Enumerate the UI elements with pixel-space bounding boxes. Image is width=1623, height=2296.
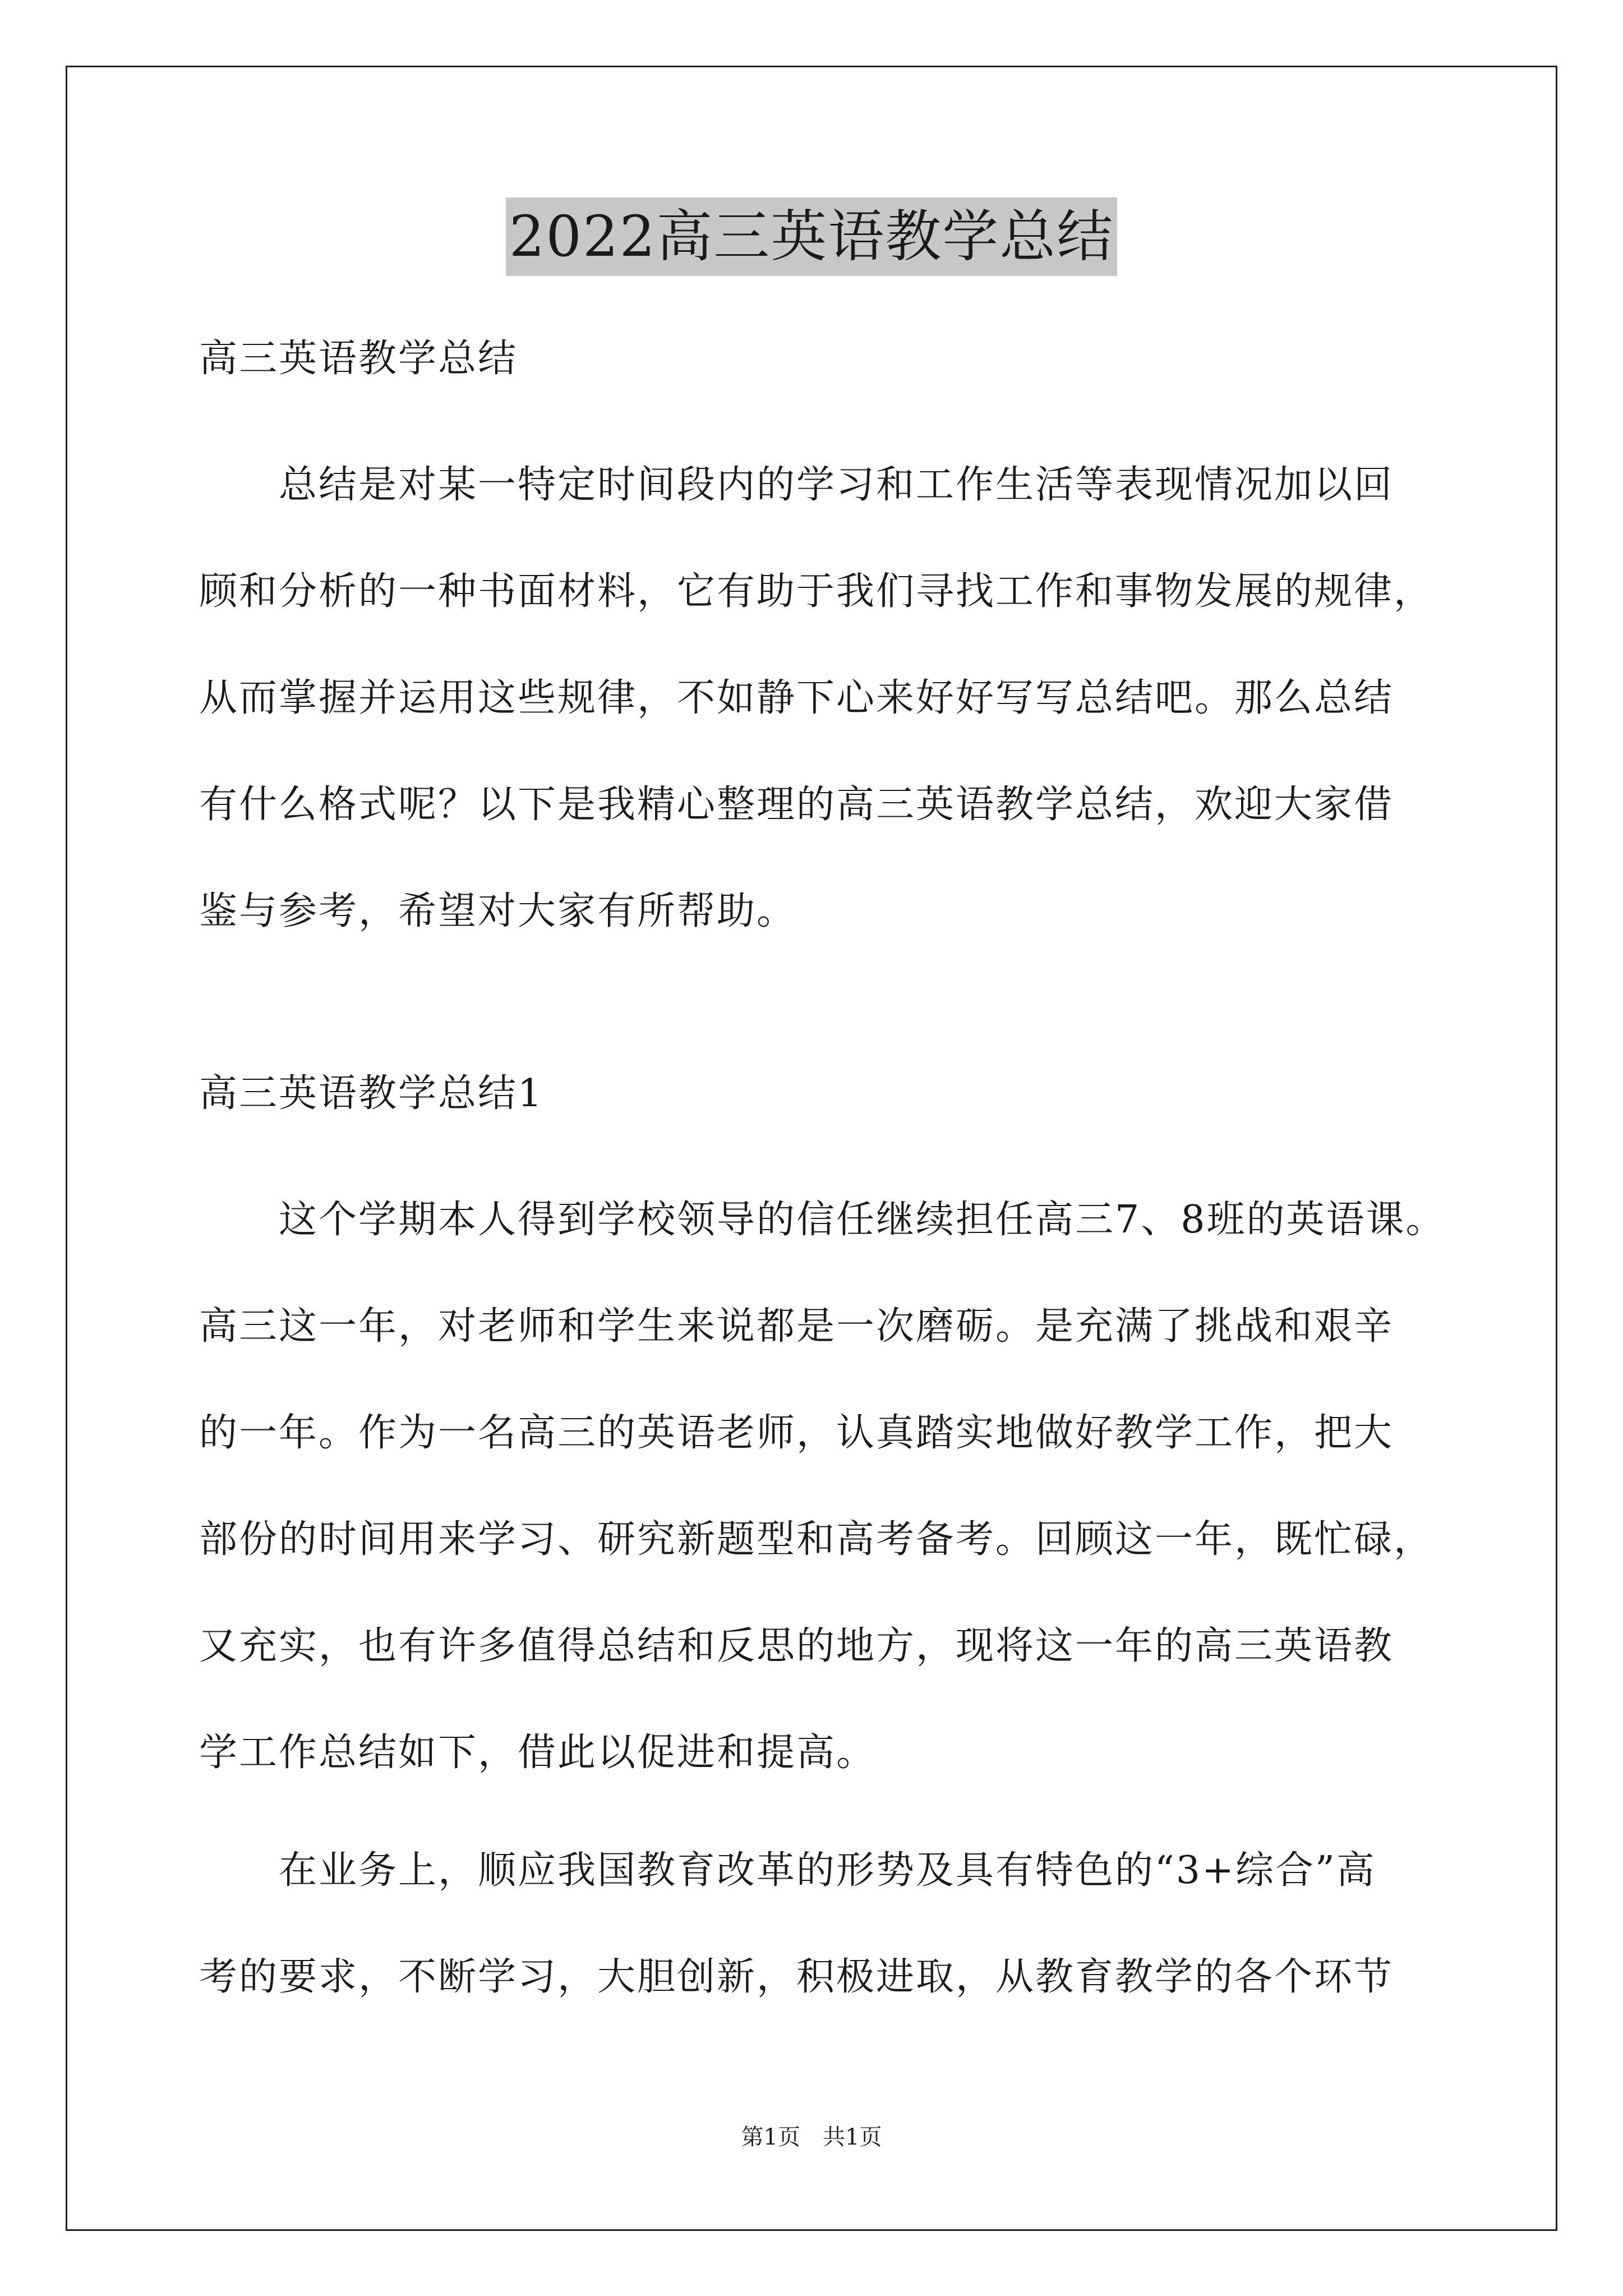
- paragraph-line: 在业务上，顺应我国教育改革的形势及具有特色的“3+综合”高: [199, 1848, 1376, 1893]
- paragraph-line: 又充实，也有许多值得总结和反思的地方，现将这一年的高三英语教: [199, 1624, 1394, 1668]
- page-footer: 第1页 共1页: [741, 2124, 882, 2150]
- paragraph-line: 部份的时间用来学习、研究新题型和高考备考。回顾这一年，既忙碌，: [199, 1517, 1434, 1562]
- paragraph-line: 从而掌握并运用这些规律，不如静下心来好好写写总结吧。那么总结: [199, 676, 1394, 720]
- paragraph-line: 顾和分析的一种书面材料，它有助于我们寻找工作和事物发展的规律，: [199, 569, 1434, 614]
- page-border: [66, 66, 1557, 2231]
- paragraph-line: 这个学期本人得到学校领导的信任继续担任高三7、8班的英语课。: [199, 1198, 1446, 1242]
- section-heading: 高三英语教学总结: [199, 337, 518, 381]
- paragraph-line: 考的要求，不断学习，大胆创新，积极进取，从教育教学的各个环节: [199, 1955, 1394, 1999]
- paragraph-line: 总结是对某一特定时间段内的学习和工作生活等表现情况加以回: [199, 463, 1394, 507]
- paragraph-line: 有什么格式呢？以下是我精心整理的高三英语教学总结，欢迎大家借: [199, 783, 1394, 827]
- paragraph-line: 鉴与参考，希望对大家有所帮助。: [199, 889, 797, 933]
- paragraph-line: 学工作总结如下，借此以促进和提高。: [199, 1731, 877, 1775]
- document-title: 2022高三英语教学总结: [506, 197, 1118, 276]
- title-container: [0, 197, 1623, 276]
- paragraph-line: 高三这一年，对老师和学生来说都是一次磨砺。是充满了挑战和艰辛: [199, 1304, 1394, 1349]
- paragraph-line: 的一年。作为一名高三的英语老师，认真踏实地做好教学工作，把大: [199, 1411, 1394, 1455]
- section-heading: 高三英语教学总结1: [199, 1071, 544, 1116]
